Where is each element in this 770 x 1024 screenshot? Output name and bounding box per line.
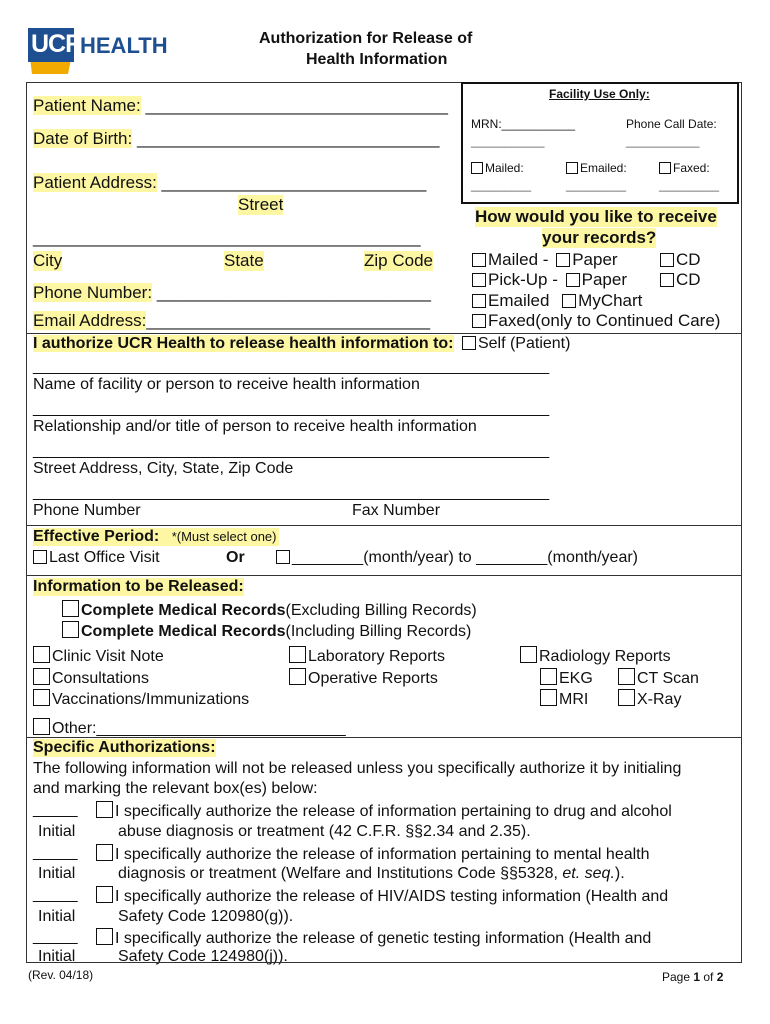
operative-option: Operative Reports xyxy=(289,668,438,688)
date-range-row xyxy=(276,549,638,567)
receive-mailed-row: Mailed - Paper xyxy=(472,250,618,270)
phone-label: Phone Number: xyxy=(33,283,153,302)
mailed-checkbox-icon[interactable] xyxy=(472,253,486,267)
xray-checkbox-icon[interactable] xyxy=(618,689,635,706)
receive-question-line1: How would you like to receive xyxy=(475,207,717,226)
facility-mailed-check[interactable]: Mailed: xyxy=(471,161,524,175)
radiology-checkbox-icon[interactable] xyxy=(520,646,537,663)
item2-line1: I specifically authorize the release of information pertaining to mental health xyxy=(96,844,650,864)
specific-heading: Specific Authorizations: xyxy=(33,739,216,756)
self-checkbox-icon[interactable] xyxy=(462,336,476,350)
last-visit-checkbox-icon[interactable] xyxy=(33,550,47,564)
address-field[interactable]: ____________________________ xyxy=(161,173,427,192)
email-row xyxy=(33,311,430,331)
initial4-label: Initial xyxy=(38,948,76,965)
street-address-label: Street Address, City, State, Zip Code xyxy=(33,460,294,477)
receive-faxed-row: Faxed(only to Continued Care) xyxy=(472,311,720,331)
page-number: Page 1 of 2 xyxy=(662,970,724,984)
complete-including-checkbox-icon[interactable] xyxy=(62,621,79,638)
divider-authorize xyxy=(26,333,742,334)
facility-name-blank[interactable]: __________________________________________________________ xyxy=(33,358,550,375)
info-heading: Information to be Released: xyxy=(33,578,244,595)
relationship-blank[interactable]: __________________________________________________________ xyxy=(33,400,550,417)
xray-option: X-Ray xyxy=(618,689,681,709)
revision-label: (Rev. 04/18) xyxy=(28,968,94,982)
dob-row xyxy=(33,129,440,149)
phone-fax-blank[interactable]: __________________________________________________________ xyxy=(33,484,550,501)
divider-bottom xyxy=(26,962,742,963)
emailed-blank[interactable]: _________ xyxy=(566,178,627,192)
initial1-label: Initial xyxy=(38,823,76,840)
divider-info xyxy=(26,575,742,576)
form-right-rule xyxy=(741,82,742,962)
mychart-checkbox-icon[interactable] xyxy=(562,294,576,308)
date-range-field[interactable]: ________(month/year) to ________(month/year) xyxy=(292,549,638,566)
receive-pickup-cd: CD xyxy=(660,270,701,290)
email-field[interactable]: ______________________________ xyxy=(146,311,431,330)
lab-reports-checkbox-icon[interactable] xyxy=(289,646,306,663)
form-left-rule xyxy=(26,82,27,962)
address-label: Patient Address: xyxy=(33,173,157,192)
other-option: Other:____________________________ xyxy=(33,718,346,738)
lab-reports-option: Laboratory Reports xyxy=(289,646,445,666)
state-label: State xyxy=(224,251,264,270)
checkbox-icon[interactable] xyxy=(566,162,578,174)
city-state-zip-field[interactable]: _________________________________________ xyxy=(33,228,421,247)
email-label: Email Address: xyxy=(33,311,147,330)
patient-name-row xyxy=(33,96,448,116)
or-label: Or xyxy=(226,549,245,566)
complete-excluding-checkbox-icon[interactable] xyxy=(62,600,79,617)
item4-line2: Safety Code 124980(j)). xyxy=(118,948,288,965)
faxed-blank[interactable]: _________ xyxy=(659,178,720,192)
radiology-option: Radiology Reports xyxy=(520,646,671,666)
street-address-blank[interactable]: __________________________________________________________ xyxy=(33,442,550,459)
genetic-testing-checkbox-icon[interactable] xyxy=(96,928,113,945)
specific-intro-line2: and marking the relevant box(es) below: xyxy=(33,780,318,797)
ct-scan-checkbox-icon[interactable] xyxy=(618,668,635,685)
form-title-line1: Authorization for Release of xyxy=(259,30,473,47)
hiv-aids-checkbox-icon[interactable] xyxy=(96,886,113,903)
last-visit-label: Last Office Visit xyxy=(49,549,160,566)
item4-line1: I specifically authorize the release of genetic testing information (Health and xyxy=(96,928,651,948)
dob-field[interactable]: ________________________________ xyxy=(136,129,440,148)
mrn-blank: ___________ xyxy=(471,134,545,148)
ucr-health-logo xyxy=(28,18,168,76)
vaccinations-checkbox-icon[interactable] xyxy=(33,689,50,706)
receive-pickup-row: Pick-Up - Paper xyxy=(472,270,627,290)
mailed-cd-checkbox-icon[interactable] xyxy=(660,253,674,267)
phone-number-label: Phone Number xyxy=(33,502,141,519)
facility-use-heading: Facility Use Only: xyxy=(549,87,650,101)
logo-health-text: HEALTH xyxy=(80,33,168,58)
mri-option: MRI xyxy=(540,689,588,709)
pickup-paper-checkbox-icon[interactable] xyxy=(566,273,580,287)
mailed-blank[interactable]: _________ xyxy=(471,178,532,192)
patient-name-label: Patient Name: xyxy=(33,96,141,115)
mrn-field[interactable]: MRN:___________ xyxy=(471,117,576,131)
checkbox-icon[interactable] xyxy=(659,162,671,174)
drug-alcohol-checkbox-icon[interactable] xyxy=(96,801,113,818)
dob-label: Date of Birth: xyxy=(33,129,133,148)
city-label: City xyxy=(33,251,63,270)
phone-call-date-label: Phone Call Date: xyxy=(626,117,717,131)
divider-effective xyxy=(26,525,742,526)
complete-records-including: Complete Medical Records(Including Billing Records) xyxy=(62,621,471,641)
initial2-field[interactable]: _____ xyxy=(33,844,78,861)
self-label: Self (Patient) xyxy=(477,335,571,352)
consultations-option: Consultations xyxy=(33,668,149,688)
ekg-option: EKG xyxy=(540,668,593,688)
initial4-field[interactable]: _____ xyxy=(33,928,78,945)
effective-heading-row xyxy=(33,528,279,546)
consultations-checkbox-icon[interactable] xyxy=(33,668,50,685)
specific-intro-line1: The following information will not be released unless you specifically authorize it by initialing xyxy=(33,760,682,777)
initial3-label: Initial xyxy=(38,908,76,925)
initial3-field[interactable]: _____ xyxy=(33,886,78,903)
operative-checkbox-icon[interactable] xyxy=(289,668,306,685)
item3-line2: Safety Code 120980(g)). xyxy=(118,908,294,925)
receive-emailed-row: Emailed MyChart xyxy=(472,291,642,311)
mental-health-checkbox-icon[interactable] xyxy=(96,844,113,861)
receive-mailed-cd: CD xyxy=(660,250,701,270)
item1-line2: abuse diagnosis or treatment (42 C.F.R. §§2.34 and 2.35). xyxy=(118,823,531,840)
pickup-cd-checkbox-icon[interactable] xyxy=(660,273,674,287)
form-title-line2: Health Information xyxy=(306,51,448,68)
mailed-paper-checkbox-icon[interactable] xyxy=(556,253,570,267)
logo-ucr-text: UCR xyxy=(31,30,83,58)
ekg-checkbox-icon[interactable] xyxy=(540,668,557,685)
street-label: Street xyxy=(238,195,284,214)
initial2-label: Initial xyxy=(38,865,76,882)
facility-emailed-check[interactable]: Emailed: xyxy=(566,161,627,175)
mri-checkbox-icon[interactable] xyxy=(540,689,557,706)
clinic-visit-option: Clinic Visit Note xyxy=(33,646,164,666)
date-range-checkbox-icon[interactable] xyxy=(276,550,290,564)
faxed-checkbox-icon[interactable] xyxy=(472,314,486,328)
phone-row xyxy=(33,283,431,303)
zip-label: Zip Code xyxy=(364,251,433,270)
complete-records-excluding: Complete Medical Records(Excluding Billing Records) xyxy=(62,600,477,620)
authorize-row xyxy=(33,335,570,353)
receive-question-line2: your records? xyxy=(542,228,657,247)
phone-field[interactable]: _____________________________ xyxy=(156,283,431,302)
authorize-heading: I authorize UCR Health to release health information to: xyxy=(33,335,454,352)
checkbox-icon[interactable] xyxy=(471,162,483,174)
emailed-checkbox-icon[interactable] xyxy=(472,294,486,308)
phone-call-date-blank[interactable]: ___________ xyxy=(626,134,700,148)
effective-options-row xyxy=(33,549,160,567)
item2-line2: diagnosis or treatment (Welfare and Institutions Code §§5328, et. seq.). xyxy=(118,865,625,882)
other-checkbox-icon[interactable] xyxy=(33,718,50,735)
must-select-note: *(Must select one) xyxy=(171,529,277,544)
initial1-field[interactable]: _____ xyxy=(33,801,78,818)
facility-use-box xyxy=(461,82,739,204)
item1-line1: I specifically authorize the release of information pertaining to drug and alcohol xyxy=(96,801,672,821)
facility-name-label: Name of facility or person to receive health information xyxy=(33,376,420,393)
pickup-checkbox-icon[interactable] xyxy=(472,273,486,287)
fax-number-label: Fax Number xyxy=(352,502,441,519)
patient-name-field[interactable]: ________________________________ xyxy=(145,96,449,115)
vaccinations-option: Vaccinations/Immunizations xyxy=(33,689,249,709)
ct-scan-option: CT Scan xyxy=(618,668,699,688)
relationship-label: Relationship and/or title of person to receive health information xyxy=(33,418,477,435)
address-row xyxy=(33,173,426,193)
divider-specific xyxy=(26,737,742,738)
facility-faxed-check[interactable]: Faxed: xyxy=(659,161,710,175)
effective-heading: Effective Period: xyxy=(33,528,160,545)
other-field[interactable]: ____________________________ xyxy=(96,720,346,737)
item3-line1: I specifically authorize the release of HIV/AIDS testing information (Health and xyxy=(96,886,668,906)
clinic-visit-checkbox-icon[interactable] xyxy=(33,646,50,663)
